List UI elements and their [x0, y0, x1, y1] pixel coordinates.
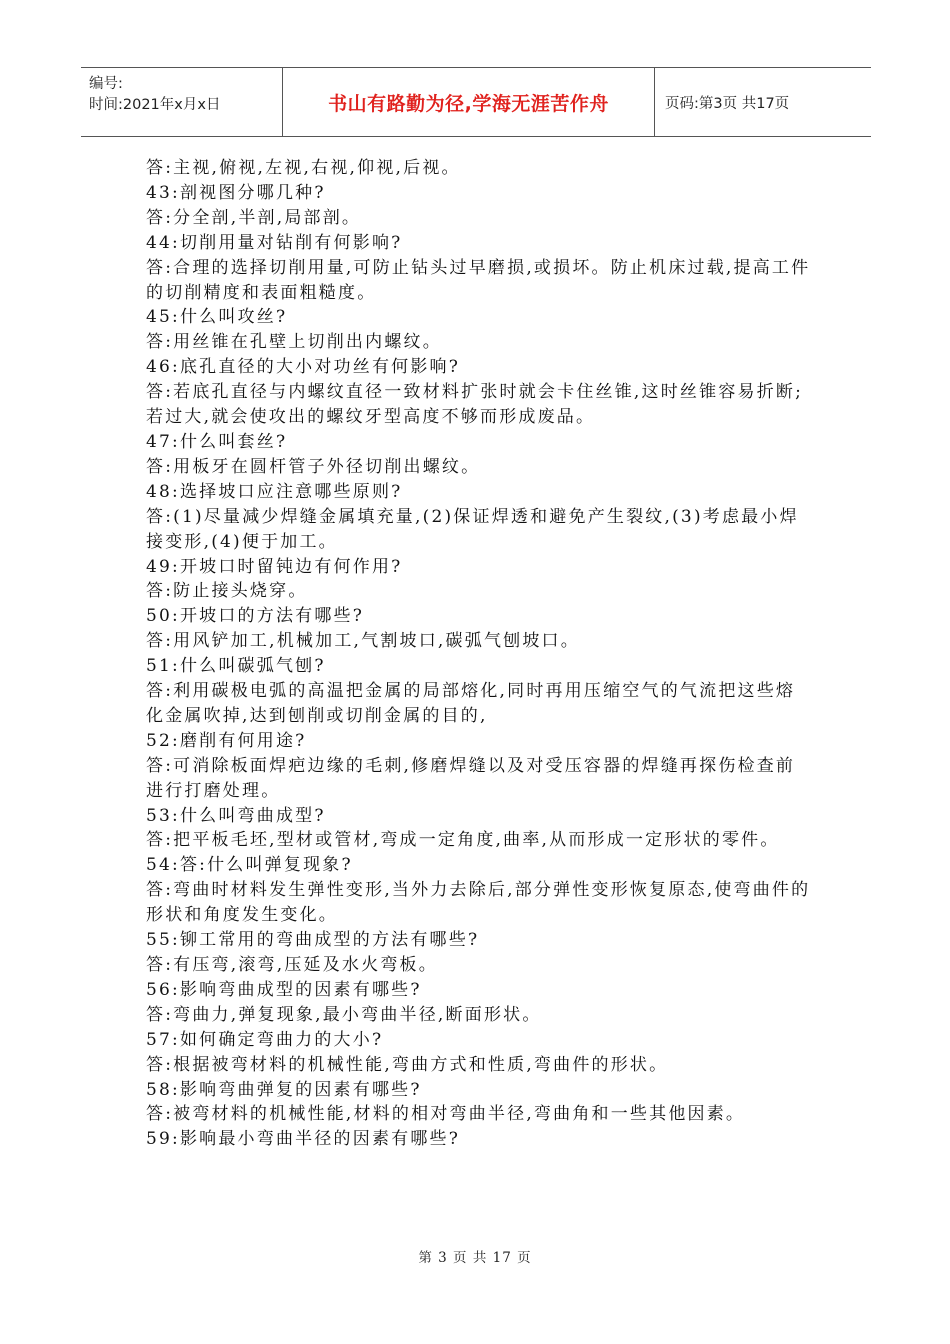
answer-line: 答:防止接头烧穿。	[146, 581, 308, 602]
answer-line: 答:被弯材料的机械性能,材料的相对弯曲半径,弯曲角和一些其他因素。	[146, 1104, 746, 1125]
question-line: 57:如何确定弯曲力的大小?	[146, 1029, 384, 1050]
question-line: 54:答:什么叫弹复现象?	[146, 855, 353, 876]
question-line: 47:什么叫套丝?	[146, 431, 288, 452]
document-body	[146, 156, 811, 1152]
answer-line: 答:若底孔直径与内螺纹直径一致材料扩张时就会卡住丝锥,这时丝锥容易折断;若过大,就会使攻出的螺纹牙型高度不够而形成废品。	[146, 382, 804, 428]
answer-line: 答:合理的选择切削用量,可防止钻头过早磨损,或损坏。防止机床过载,提高工件的切削精度和表面粗糙度。	[146, 257, 811, 303]
question-line: 56:影响弯曲成型的因素有哪些?	[146, 979, 422, 1000]
answer-line: 答:用板牙在圆杆管子外径切削出螺纹。	[146, 456, 481, 477]
answer-line: 答:用风铲加工,机械加工,气割坡口,碳弧气刨坡口。	[146, 631, 580, 652]
answer-line: 答:用丝锥在孔壁上切削出内螺纹。	[146, 332, 442, 353]
question-line: 58:影响弯曲弹复的因素有哪些?	[146, 1079, 422, 1100]
question-line: 53:什么叫弯曲成型?	[146, 805, 326, 826]
answer-line: 答:可消除板面焊疤边缘的毛刺,修磨焊缝以及对受压容器的焊缝再探伤检查前进行打磨处理。	[146, 755, 796, 801]
question-line: 46:底孔直径的大小对功丝有何影响?	[146, 357, 461, 378]
answer-line: 答:(1)尽量减少焊缝金属填充量,(2)保证焊透和避免产生裂纹,(3)考虑最小焊接变形,(4)便于加工。	[146, 506, 799, 552]
question-line: 51:什么叫碳弧气刨?	[146, 656, 326, 677]
answer-line: 答:利用碳极电弧的高温把金属的局部熔化,同时再用压缩空气的气流把这些熔化金属吹掉,达到刨削或切削金属的目的,	[146, 681, 796, 726]
answer-line: 答:分全剖,半剖,局部剖。	[146, 207, 362, 228]
question-line: 48:选择坡口应注意哪些原则?	[146, 481, 403, 502]
answer-line: 答:把平板毛坯,型材或管材,弯成一定角度,曲率,从而形成一定形状的零件。	[146, 830, 780, 851]
answer-line: 答:有压弯,滚弯,压延及水火弯板。	[146, 955, 438, 975]
question-line: 43:剖视图分哪几种?	[146, 182, 326, 203]
answer-line: 答:主视,俯视,左视,右视,仰视,后视。	[146, 158, 461, 178]
question-line: 44:切削用量对钻削有何影响?	[146, 232, 403, 253]
question-line: 52:磨削有何用途?	[146, 730, 307, 751]
header-page-info: 页码:第3页 共17页	[665, 95, 790, 112]
question-line: 49:开坡口时留钝边有何作用?	[146, 556, 403, 577]
page-footer: 第 3 页 共 17 页	[418, 1250, 532, 1266]
answer-line: 答:根据被弯材料的机械性能,弯曲方式和性质,弯曲件的形状。	[146, 1054, 669, 1075]
question-line: 55:铆工常用的弯曲成型的方法有哪些?	[146, 930, 480, 951]
question-line: 50:开坡口的方法有哪些?	[146, 606, 365, 627]
answer-line: 答:弯曲力,弹复现象,最小弯曲半径,断面形状。	[146, 1004, 542, 1025]
code-label: 编号:	[89, 76, 123, 92]
page-header	[81, 67, 871, 137]
question-line: 59:影响最小弯曲半径的因素有哪些?	[146, 1129, 461, 1150]
header-motto: 书山有路勤为径,学海无涯苦作舟	[283, 68, 655, 136]
question-line: 45:什么叫攻丝?	[146, 307, 288, 328]
time-label: 时间:2021年x月x日	[89, 97, 221, 113]
header-meta	[81, 68, 283, 136]
answer-line: 答:弯曲时材料发生弹性变形,当外力去除后,部分弹性变形恢复原态,使弯曲件的形状和角度发生变化。	[146, 880, 811, 926]
